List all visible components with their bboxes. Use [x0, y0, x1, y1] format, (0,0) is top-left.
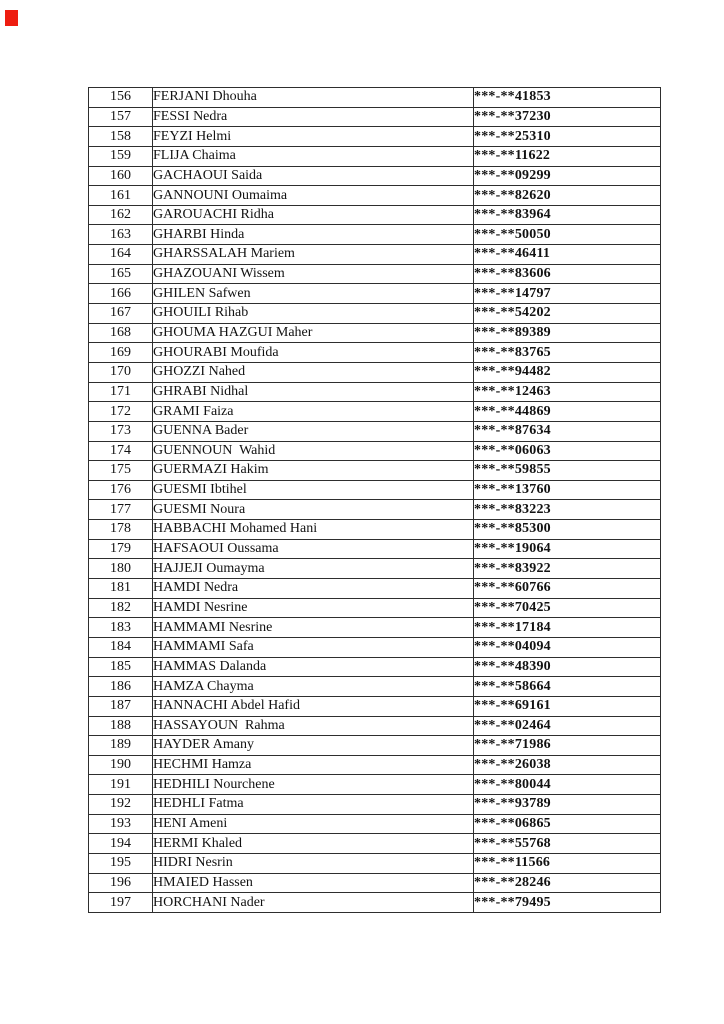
masked-id-cell: ***-**11566 — [474, 853, 661, 873]
masked-id-cell: ***-**93789 — [474, 795, 661, 815]
name-cell: HAYDER Amany — [153, 736, 474, 756]
row-number-cell: 172 — [89, 402, 153, 422]
masked-id-cell: ***-**17184 — [474, 618, 661, 638]
name-cell: HAJJEJI Oumayma — [153, 559, 474, 579]
row-number-cell: 192 — [89, 795, 153, 815]
name-cell: GHILEN Safwen — [153, 284, 474, 304]
table-row — [89, 127, 661, 147]
name-cell: HORCHANI Nader — [153, 893, 474, 913]
masked-id-cell: ***-**55768 — [474, 834, 661, 854]
masked-id-cell: ***-**28246 — [474, 873, 661, 893]
row-number-cell: 170 — [89, 362, 153, 382]
row-number-cell: 169 — [89, 343, 153, 363]
masked-id-cell: ***-**83964 — [474, 205, 661, 225]
name-cell: GUENNOUN Wahid — [153, 441, 474, 461]
name-cell: GACHAOUI Saida — [153, 166, 474, 186]
table-row — [89, 775, 661, 795]
table-row — [89, 343, 661, 363]
name-cell: HASSAYOUN Rahma — [153, 716, 474, 736]
table-row — [89, 382, 661, 402]
masked-id-cell: ***-**25310 — [474, 127, 661, 147]
row-number-cell: 189 — [89, 736, 153, 756]
name-cell: HIDRI Nesrin — [153, 853, 474, 873]
table-row — [89, 146, 661, 166]
masked-id-cell: ***-**26038 — [474, 755, 661, 775]
name-cell: HAMZA Chayma — [153, 677, 474, 697]
masked-id-cell: ***-**82620 — [474, 186, 661, 206]
row-number-cell: 176 — [89, 480, 153, 500]
name-cell: FERJANI Dhouha — [153, 88, 474, 108]
table-row — [89, 559, 661, 579]
masked-id-cell: ***-**60766 — [474, 579, 661, 599]
row-number-cell: 171 — [89, 382, 153, 402]
table-row — [89, 205, 661, 225]
row-number-cell: 184 — [89, 637, 153, 657]
row-number-cell: 191 — [89, 775, 153, 795]
name-cell: GUESMI Ibtihel — [153, 480, 474, 500]
masked-id-cell: ***-**94482 — [474, 362, 661, 382]
table-row — [89, 618, 661, 638]
masked-id-cell: ***-**44869 — [474, 402, 661, 422]
row-number-cell: 185 — [89, 657, 153, 677]
row-number-cell: 173 — [89, 421, 153, 441]
name-cell: GAROUACHI Ridha — [153, 205, 474, 225]
name-cell: FLIJA Chaima — [153, 146, 474, 166]
masked-id-cell: ***-**83922 — [474, 559, 661, 579]
table-row — [89, 480, 661, 500]
name-cell: GHOURABI Moufida — [153, 343, 474, 363]
masked-id-cell: ***-**54202 — [474, 304, 661, 324]
masked-id-cell: ***-**59855 — [474, 461, 661, 481]
table-row — [89, 814, 661, 834]
table-row — [89, 107, 661, 127]
name-cell: HAMMAMI Nesrine — [153, 618, 474, 638]
row-number-cell: 162 — [89, 205, 153, 225]
masked-id-cell: ***-**70425 — [474, 598, 661, 618]
name-cell: GHOUILI Rihab — [153, 304, 474, 324]
row-number-cell: 180 — [89, 559, 153, 579]
name-cell: HABBACHI Mohamed Hani — [153, 520, 474, 540]
masked-id-cell: ***-**89389 — [474, 323, 661, 343]
row-number-cell: 183 — [89, 618, 153, 638]
name-cell: GHRABI Nidhal — [153, 382, 474, 402]
masked-id-cell: ***-**02464 — [474, 716, 661, 736]
name-cell: HEDHLI Fatma — [153, 795, 474, 815]
table-row — [89, 696, 661, 716]
table-row — [89, 893, 661, 913]
table-row — [89, 323, 661, 343]
name-cell: GANNOUNI Oumaima — [153, 186, 474, 206]
name-cell: GUESMI Noura — [153, 500, 474, 520]
table-row — [89, 873, 661, 893]
table-row — [89, 539, 661, 559]
roster-table-body — [89, 88, 661, 913]
masked-id-cell: ***-**14797 — [474, 284, 661, 304]
masked-id-cell: ***-**83223 — [474, 500, 661, 520]
masked-id-cell: ***-**71986 — [474, 736, 661, 756]
row-number-cell: 197 — [89, 893, 153, 913]
row-number-cell: 193 — [89, 814, 153, 834]
row-number-cell: 186 — [89, 677, 153, 697]
masked-id-cell: ***-**13760 — [474, 480, 661, 500]
row-number-cell: 164 — [89, 245, 153, 265]
table-row — [89, 579, 661, 599]
table-row — [89, 736, 661, 756]
table-row — [89, 461, 661, 481]
masked-id-cell: ***-**09299 — [474, 166, 661, 186]
masked-id-cell: ***-**11622 — [474, 146, 661, 166]
masked-id-cell: ***-**69161 — [474, 696, 661, 716]
table-row — [89, 304, 661, 324]
name-cell: HEDHILI Nourchene — [153, 775, 474, 795]
name-cell: GHOZZI Nahed — [153, 362, 474, 382]
table-row — [89, 225, 661, 245]
row-number-cell: 163 — [89, 225, 153, 245]
name-cell: HAMMAMI Safa — [153, 637, 474, 657]
name-cell: HECHMI Hamza — [153, 755, 474, 775]
table-row — [89, 186, 661, 206]
name-cell: GHARBI Hinda — [153, 225, 474, 245]
masked-id-cell: ***-**80044 — [474, 775, 661, 795]
row-number-cell: 168 — [89, 323, 153, 343]
name-cell: GUERMAZI Hakim — [153, 461, 474, 481]
table-row — [89, 520, 661, 540]
table-row — [89, 716, 661, 736]
table-row — [89, 657, 661, 677]
name-cell: HAMDI Nesrine — [153, 598, 474, 618]
row-number-cell: 175 — [89, 461, 153, 481]
masked-id-cell: ***-**50050 — [474, 225, 661, 245]
row-number-cell: 179 — [89, 539, 153, 559]
table-row — [89, 441, 661, 461]
masked-id-cell: ***-**79495 — [474, 893, 661, 913]
name-cell: FESSI Nedra — [153, 107, 474, 127]
row-number-cell: 188 — [89, 716, 153, 736]
masked-id-cell: ***-**48390 — [474, 657, 661, 677]
row-number-cell: 166 — [89, 284, 153, 304]
name-cell: FEYZI Helmi — [153, 127, 474, 147]
row-number-cell: 196 — [89, 873, 153, 893]
row-number-cell: 174 — [89, 441, 153, 461]
table-row — [89, 245, 661, 265]
row-number-cell: 161 — [89, 186, 153, 206]
table-row — [89, 166, 661, 186]
row-number-cell: 157 — [89, 107, 153, 127]
masked-id-cell: ***-**04094 — [474, 637, 661, 657]
red-marker — [5, 10, 18, 26]
name-cell: GHARSSALAH Mariem — [153, 245, 474, 265]
table-row — [89, 677, 661, 697]
row-number-cell: 158 — [89, 127, 153, 147]
roster-table — [88, 87, 661, 913]
masked-id-cell: ***-**83606 — [474, 264, 661, 284]
name-cell: GHAZOUANI Wissem — [153, 264, 474, 284]
table-row — [89, 264, 661, 284]
table-row — [89, 284, 661, 304]
name-cell: GRAMI Faiza — [153, 402, 474, 422]
row-number-cell: 160 — [89, 166, 153, 186]
row-number-cell: 195 — [89, 853, 153, 873]
row-number-cell: 181 — [89, 579, 153, 599]
table-row — [89, 637, 661, 657]
masked-id-cell: ***-**87634 — [474, 421, 661, 441]
table-row — [89, 795, 661, 815]
name-cell: HENI Ameni — [153, 814, 474, 834]
masked-id-cell: ***-**12463 — [474, 382, 661, 402]
row-number-cell: 167 — [89, 304, 153, 324]
masked-id-cell: ***-**06865 — [474, 814, 661, 834]
table-row — [89, 88, 661, 108]
masked-id-cell: ***-**41853 — [474, 88, 661, 108]
masked-id-cell: ***-**46411 — [474, 245, 661, 265]
name-cell: GUENNA Bader — [153, 421, 474, 441]
row-number-cell: 190 — [89, 755, 153, 775]
masked-id-cell: ***-**37230 — [474, 107, 661, 127]
table-row — [89, 598, 661, 618]
name-cell: HAFSAOUI Oussama — [153, 539, 474, 559]
name-cell: HMAIED Hassen — [153, 873, 474, 893]
table-row — [89, 853, 661, 873]
row-number-cell: 178 — [89, 520, 153, 540]
masked-id-cell: ***-**58664 — [474, 677, 661, 697]
name-cell: HAMDI Nedra — [153, 579, 474, 599]
row-number-cell: 177 — [89, 500, 153, 520]
name-cell: HAMMAS Dalanda — [153, 657, 474, 677]
table-row — [89, 362, 661, 382]
table-row — [89, 402, 661, 422]
row-number-cell: 165 — [89, 264, 153, 284]
masked-id-cell: ***-**19064 — [474, 539, 661, 559]
masked-id-cell: ***-**83765 — [474, 343, 661, 363]
name-cell: HERMI Khaled — [153, 834, 474, 854]
table-row — [89, 755, 661, 775]
row-number-cell: 182 — [89, 598, 153, 618]
row-number-cell: 194 — [89, 834, 153, 854]
masked-id-cell: ***-**06063 — [474, 441, 661, 461]
row-number-cell: 187 — [89, 696, 153, 716]
row-number-cell: 156 — [89, 88, 153, 108]
table-row — [89, 421, 661, 441]
name-cell: HANNACHI Abdel Hafid — [153, 696, 474, 716]
masked-id-cell: ***-**85300 — [474, 520, 661, 540]
name-cell: GHOUMA HAZGUI Maher — [153, 323, 474, 343]
table-row — [89, 834, 661, 854]
row-number-cell: 159 — [89, 146, 153, 166]
table-row — [89, 500, 661, 520]
